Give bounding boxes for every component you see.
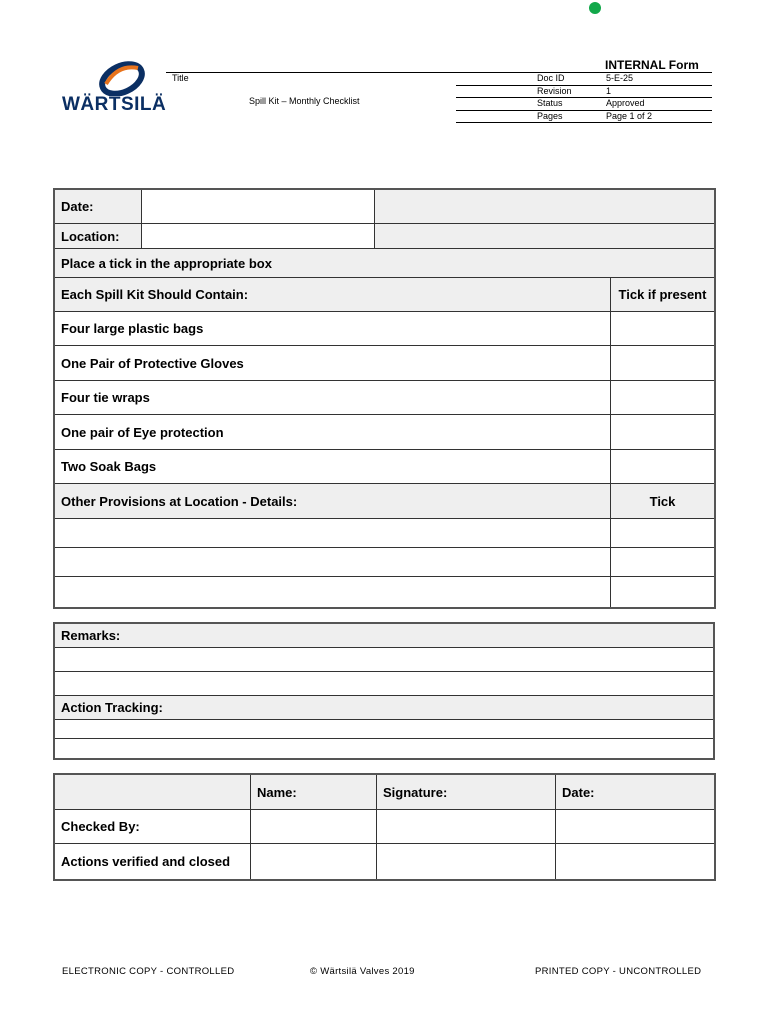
item-row	[55, 312, 715, 346]
tick-cell[interactable]	[611, 450, 715, 484]
form-type: INTERNAL Form	[605, 58, 699, 72]
other-provisions-header: Other Provisions at Location - Details:	[55, 484, 611, 519]
date-cell[interactable]	[556, 844, 715, 880]
signoff-header-row	[55, 775, 715, 810]
instruction-row	[55, 249, 715, 278]
logo-text: WÄRTSILÄ	[62, 94, 167, 115]
contents-header: Each Spill Kit Should Contain:	[55, 278, 611, 312]
remarks-input-cell[interactable]	[55, 672, 714, 696]
meta-key: Pages	[537, 110, 563, 121]
meta-value: Approved	[606, 98, 645, 108]
action-tracking-label: Action Tracking:	[55, 696, 714, 720]
action-tracking-header-row	[55, 696, 714, 720]
tick-header: Tick	[611, 484, 715, 519]
item-label: Four tie wraps	[55, 381, 611, 415]
signature-cell[interactable]	[377, 844, 556, 880]
provision-details-cell[interactable]	[55, 548, 611, 577]
signature-header: Signature:	[377, 775, 556, 810]
signoff-table	[54, 774, 715, 880]
document-meta	[456, 73, 712, 123]
tick-cell[interactable]	[611, 519, 715, 548]
date-extra-cell	[375, 190, 715, 224]
item-label: One pair of Eye protection	[55, 415, 611, 450]
signature-cell[interactable]	[377, 810, 556, 844]
footer-copyright: © Wärtsilä Valves 2019	[310, 966, 415, 977]
item-row	[55, 381, 715, 415]
status-dot	[589, 2, 601, 14]
meta-row-status	[456, 98, 712, 111]
location-input-cell[interactable]	[142, 224, 375, 249]
meta-value: 1	[606, 85, 612, 96]
remarks-header-row	[55, 624, 714, 648]
footer-printed-copy: PRINTED COPY - UNCONTROLLED	[535, 966, 702, 977]
tick-cell[interactable]	[611, 577, 715, 608]
location-extra-cell	[375, 224, 715, 249]
checklist-table	[54, 189, 715, 608]
date-row	[55, 190, 715, 224]
remarks-input-cell[interactable]	[55, 648, 714, 672]
checked-by-label: Checked By:	[55, 810, 251, 844]
wartsila-logo	[60, 58, 167, 118]
tick-cell[interactable]	[611, 381, 715, 415]
date-label: Date:	[55, 190, 142, 224]
item-row	[55, 450, 715, 484]
other-provision-row	[55, 548, 715, 577]
meta-key: Status	[537, 98, 563, 108]
meta-row-doc-id	[456, 73, 712, 86]
name-header: Name:	[251, 775, 377, 810]
remarks-table	[54, 623, 714, 759]
meta-row-revision	[456, 86, 712, 99]
provision-details-cell[interactable]	[55, 577, 611, 608]
action-line	[55, 739, 714, 759]
document-title: Spill Kit – Monthly Checklist	[249, 96, 360, 106]
tick-cell[interactable]	[611, 312, 715, 346]
item-row	[55, 346, 715, 381]
checked-by-row	[55, 810, 715, 844]
location-label: Location:	[55, 224, 142, 249]
date-header: Date:	[556, 775, 715, 810]
meta-row-pages	[456, 111, 712, 124]
signoff-corner-cell	[55, 775, 251, 810]
logo-emblem-icon	[98, 58, 146, 96]
meta-key: Doc ID	[537, 73, 565, 83]
title-label: Title	[172, 73, 189, 83]
item-row	[55, 415, 715, 450]
name-cell[interactable]	[251, 810, 377, 844]
contents-header-row	[55, 278, 715, 312]
tick-cell[interactable]	[611, 346, 715, 381]
instruction-text: Place a tick in the appropriate box	[55, 249, 715, 278]
name-cell[interactable]	[251, 844, 377, 880]
remarks-line	[55, 648, 714, 672]
date-input-cell[interactable]	[142, 190, 375, 224]
location-row	[55, 224, 715, 249]
tick-present-header: Tick if present	[611, 278, 715, 312]
item-label: Four large plastic bags	[55, 312, 611, 346]
action-input-cell[interactable]	[55, 739, 714, 759]
date-cell[interactable]	[556, 810, 715, 844]
other-provision-row	[55, 577, 715, 608]
footer-electronic-copy: ELECTRONIC COPY - CONTROLLED	[62, 966, 235, 977]
meta-value: 5-E-25	[606, 73, 634, 83]
meta-value: Page 1 of 2	[606, 110, 653, 121]
remarks-line	[55, 672, 714, 696]
provision-details-cell[interactable]	[55, 519, 611, 548]
tick-cell[interactable]	[611, 415, 715, 450]
action-input-cell[interactable]	[55, 720, 714, 739]
tick-cell[interactable]	[611, 548, 715, 577]
meta-key: Revision	[537, 85, 572, 96]
actions-verified-label: Actions verified and closed	[55, 844, 251, 880]
other-provision-row	[55, 519, 715, 548]
item-label: One Pair of Protective Gloves	[55, 346, 611, 381]
item-label: Two Soak Bags	[55, 450, 611, 484]
other-header-row	[55, 484, 715, 519]
action-line	[55, 720, 714, 739]
remarks-label: Remarks:	[55, 624, 714, 648]
actions-verified-row	[55, 844, 715, 880]
